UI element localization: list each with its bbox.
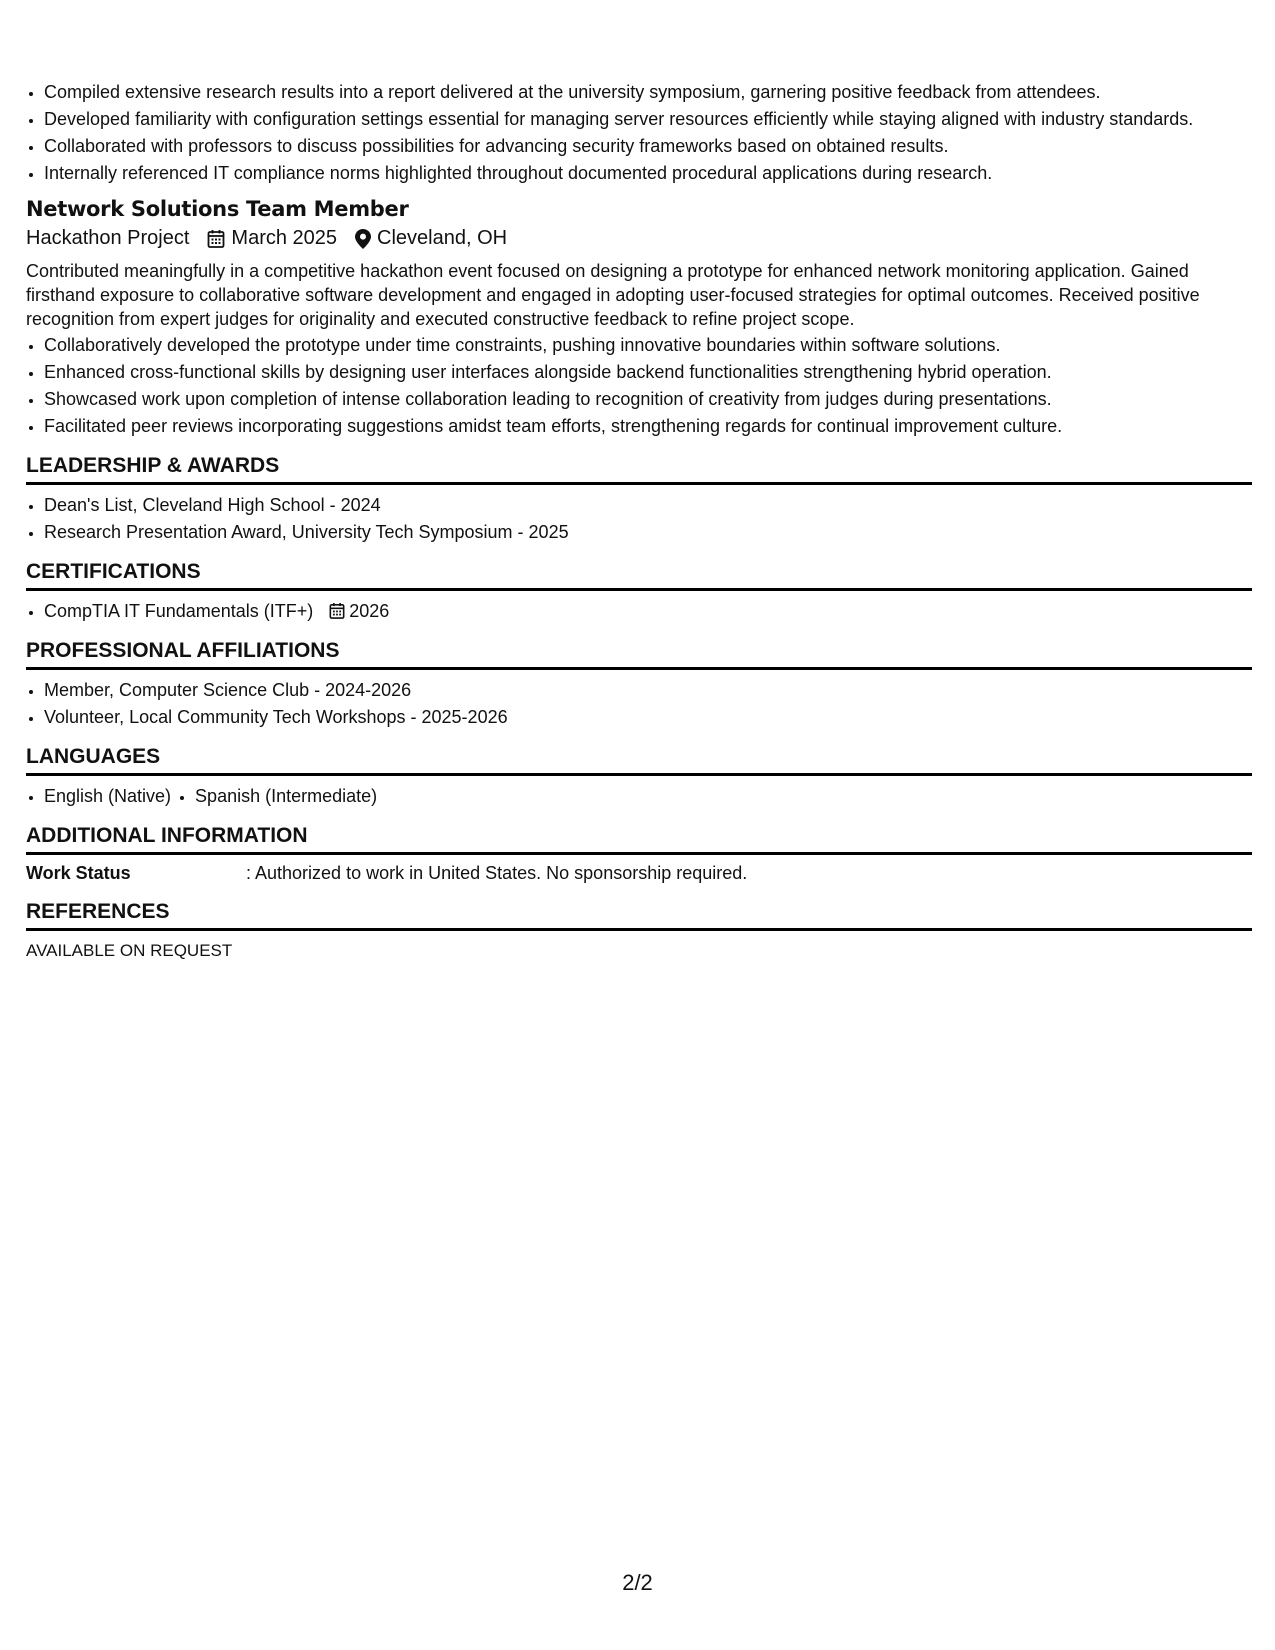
job-date: March 2025 <box>231 227 338 249</box>
list-item <box>44 599 1252 623</box>
languages-list <box>26 784 1252 808</box>
section-certifications <box>26 560 1252 623</box>
section-languages <box>26 745 1252 808</box>
section-heading: LEADERSHIP & AWARDS <box>26 454 1252 485</box>
certifications-list <box>26 599 1252 623</box>
work-status-row <box>26 863 1252 884</box>
list-item: • Facilitated peer reviews incorporating suggestions amidst team efforts, strengthening regards for continual improvement culture. <box>44 414 1252 438</box>
section-heading: PROFESSIONAL AFFILIATIONS <box>26 639 1252 670</box>
job-location: Cleveland, OH <box>377 227 508 249</box>
job-title: Network Solutions Team Member <box>26 197 409 221</box>
list-item: • Member, Computer Science Club - 2024-2026 <box>44 678 1252 702</box>
map-pin-icon <box>355 229 371 249</box>
page-number: 2/2 <box>622 1570 653 1595</box>
section-leadership <box>26 454 1252 544</box>
job-organization: Hackathon Project <box>26 227 190 249</box>
list-item: • Collaborated with professors to discuss possibilities for advancing security frameworks based on obtained results. <box>44 134 1252 158</box>
job-description: Contributed meaningfully in a competitive hackathon event focused on designing a prototype for enhanced network monitoring application. Gained firsthand exposure to collaborative software development and engaged in adopting user-focused strategies for optimal outcomes. Received positive recognition from expert judges for originality and executed constructive feedback to refine project scope. <box>26 261 1200 329</box>
list-item: • Collaboratively developed the prototype under time constraints, pushing innovative boundaries within software solutions. <box>44 333 1252 357</box>
job-meta <box>26 227 1252 250</box>
section-additional-info <box>26 824 1252 884</box>
list-item: • Volunteer, Local Community Tech Workshops - 2025-2026 <box>44 705 1252 729</box>
section-heading: REFERENCES <box>26 900 1252 931</box>
calendar-icon <box>329 602 345 620</box>
references-text: AVAILABLE ON REQUEST <box>26 941 233 960</box>
section-heading: CERTIFICATIONS <box>26 560 1252 591</box>
section-heading: ADDITIONAL INFORMATION <box>26 824 1252 855</box>
certification-name: • CompTIA IT Fundamentals (ITF+) <box>44 601 314 621</box>
list-item: • Internally referenced IT compliance norms highlighted throughout documented procedural applications during research. <box>44 161 1252 185</box>
work-status-label: Work Status <box>26 863 131 883</box>
calendar-icon <box>207 229 225 249</box>
list-item: • Enhanced cross-functional skills by designing user interfaces alongside backend functionalities strengthening hybrid operation. <box>44 360 1252 384</box>
list-item: • Research Presentation Award, University Tech Symposium - 2025 <box>44 520 1252 544</box>
list-item: • Spanish (Intermediate) <box>195 784 377 808</box>
resume-page <box>26 80 1252 961</box>
list-item: • Compiled extensive research results into a report delivered at the university symposium, garnering positive feedback from attendees. <box>44 80 1252 104</box>
section-heading: LANGUAGES <box>26 745 1252 776</box>
list-item: • Dean's List, Cleveland High School - 2024 <box>44 493 1252 517</box>
affiliations-list <box>26 678 1252 729</box>
section-affiliations <box>26 639 1252 729</box>
certification-year: 2026 <box>349 601 390 621</box>
section-references <box>26 900 1252 961</box>
work-status-value: : Authorized to work in United States. No sponsorship required. <box>246 863 748 883</box>
research-bullets <box>26 80 1252 185</box>
list-item: • English (Native) <box>44 784 171 808</box>
list-item: • Showcased work upon completion of intense collaboration leading to recognition of creativity from judges during presentations. <box>44 387 1252 411</box>
list-item: • Developed familiarity with configuration settings essential for managing server resources efficiently while staying aligned with industry standards. <box>44 107 1252 131</box>
leadership-list <box>26 493 1252 544</box>
job-bullets <box>26 333 1252 438</box>
